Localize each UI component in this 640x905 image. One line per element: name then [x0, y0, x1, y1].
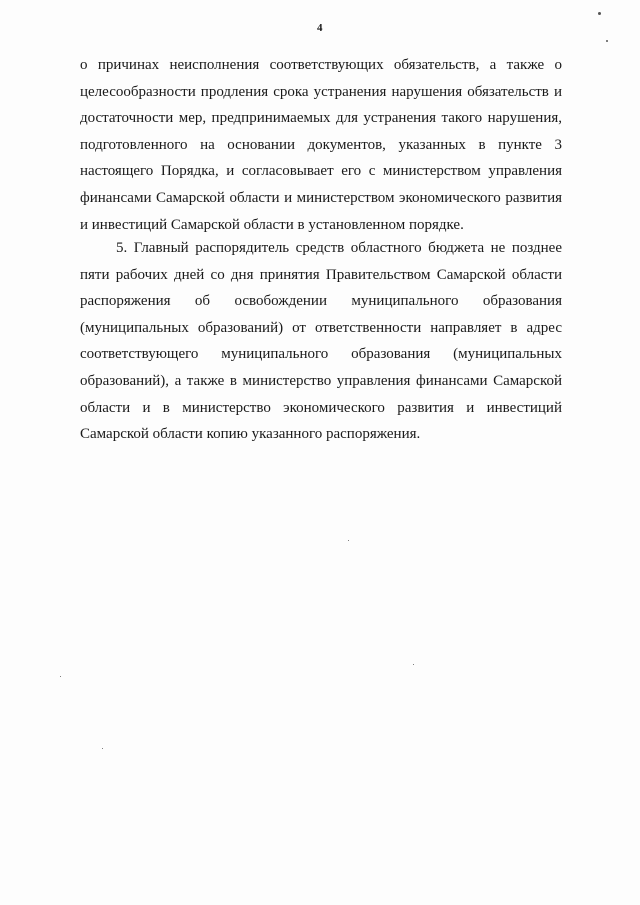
scan-speck — [102, 748, 103, 749]
paragraph-line: целесообразности продления срока устранения нарушения обязательств и — [80, 83, 562, 100]
paragraph-line: о причинах неисполнения соответствующих обязательств, а также о — [80, 57, 562, 73]
paragraph-line: Самарской области копию указанного распоряжения. — [80, 426, 421, 443]
paragraph-line: финансами Самарской области и министерством экономического развития — [80, 189, 562, 206]
scan-speck — [60, 676, 61, 677]
paragraph-line: 5. Главный распорядитель средств областного бюджета не позднее — [116, 240, 562, 256]
paragraph-line: образований), а также в министерство управления финансами Самарской — [80, 372, 562, 389]
paragraph-line: настоящего Порядка, и согласовывает его с министерством управления — [80, 163, 562, 180]
paragraph-item-5 — [80, 235, 562, 448]
paragraph-line: и инвестиций Самарской области в установленном порядке. — [80, 216, 464, 233]
scan-speck — [348, 540, 349, 541]
scan-speck — [606, 40, 608, 42]
paragraph-line: достаточности мер, предпринимаемых для устранения такого нарушения, — [80, 110, 562, 127]
paragraph-line: пяти рабочих дней со дня принятия Правительством Самарской области — [80, 266, 562, 283]
paragraph-line: соответствующего муниципального образования (муниципальных — [80, 346, 562, 363]
paragraph-continuation — [80, 52, 562, 238]
scan-speck — [598, 12, 601, 15]
scan-speck — [413, 664, 414, 665]
paragraph-line: подготовленного на основании документов, указанных в пункте 3 — [80, 136, 562, 153]
page-number: 4 — [317, 22, 323, 34]
paragraph-line: распоряжения об освобождении муниципального образования — [80, 293, 562, 310]
paragraph-line: области и в министерство экономического развития и инвестиций — [80, 399, 562, 416]
paragraph-line: (муниципальных образований) от ответственности направляет в адрес — [80, 319, 562, 336]
